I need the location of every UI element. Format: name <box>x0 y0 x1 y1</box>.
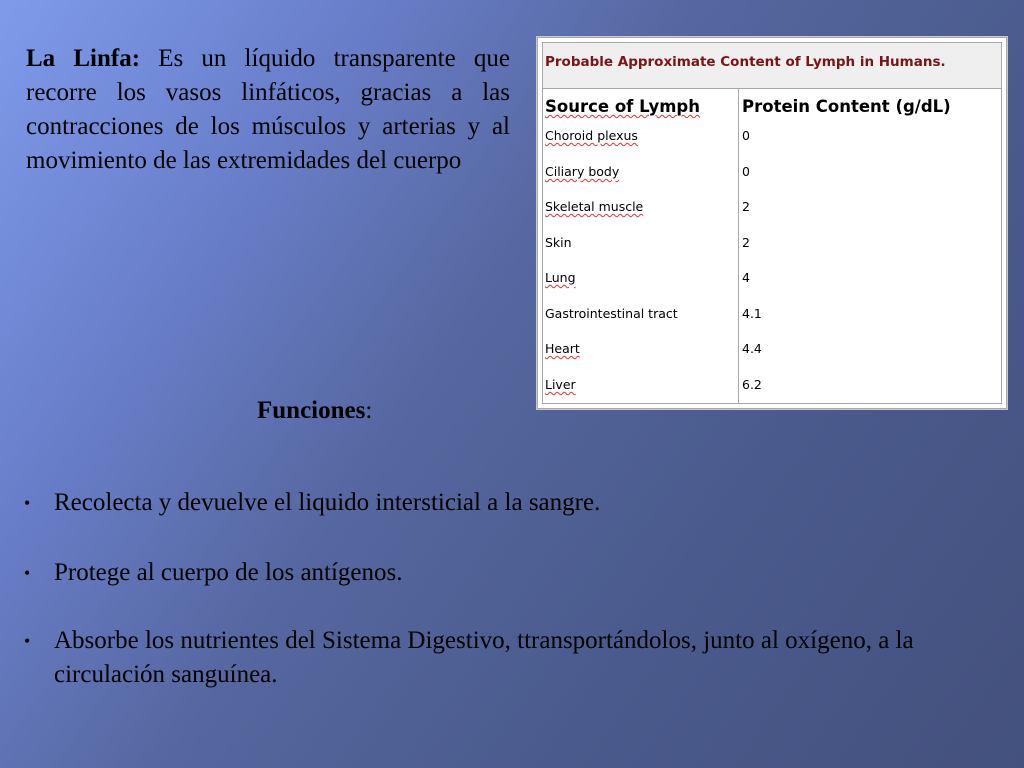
list-item-text: Protege al cuerpo de los antígenos. <box>54 559 403 586</box>
row-source: Ciliary body <box>545 164 620 179</box>
row-source: Heart <box>545 341 580 356</box>
lymph-protein-table <box>536 36 1008 410</box>
functions-heading <box>257 394 372 428</box>
row-value: 2 <box>742 199 750 214</box>
table-row <box>543 270 1001 290</box>
row-source: Gastrointestinal tract <box>545 306 678 321</box>
table-row <box>543 164 1001 184</box>
list-item <box>24 624 984 692</box>
row-value: 4 <box>742 270 750 285</box>
header-protein: Protein Content (g/dL) <box>742 97 951 116</box>
row-value: 0 <box>742 128 750 143</box>
table-frame <box>542 42 1002 404</box>
row-source: Skin <box>545 235 572 250</box>
row-source: Liver <box>545 377 576 392</box>
row-source: Choroid plexus <box>545 128 638 143</box>
intro-paragraph <box>26 42 510 178</box>
bullet-icon: • <box>24 493 31 513</box>
bullet-icon: • <box>24 631 31 651</box>
table-row <box>543 128 1001 148</box>
row-value: 6.2 <box>742 377 762 392</box>
row-value: 4.1 <box>742 306 762 321</box>
functions-heading-colon: : <box>365 397 373 424</box>
row-value: 4.4 <box>742 341 762 356</box>
table-row <box>543 377 1001 397</box>
intro-label: La Linfa: <box>26 45 141 72</box>
row-value: 0 <box>742 164 750 179</box>
row-source: Skeletal muscle <box>545 199 644 214</box>
row-value: 2 <box>742 235 750 250</box>
table-row <box>543 306 1001 326</box>
table-row <box>543 235 1001 255</box>
header-source: Source of Lymph <box>545 97 700 116</box>
list-item <box>24 556 403 590</box>
intro-text: Es un líquido transparente que recorre los vasos linfáticos, gracias a las contracciones de los músculos y arterias y al movimiento de las extremidades del cuerpo <box>26 45 510 174</box>
functions-heading-text: Funciones <box>257 397 366 424</box>
list-item <box>24 486 600 520</box>
table-row <box>543 341 1001 361</box>
bullet-icon: • <box>24 563 31 583</box>
list-item-text: Recolecta y devuelve el liquido intersticial a la sangre. <box>54 489 601 516</box>
list-item-text: Absorbe los nutrientes del Sistema Digestivo, ttransportándolos, junto al oxígeno, a la circulación sanguínea. <box>54 627 914 688</box>
table-row <box>543 199 1001 219</box>
table-title: Probable Approximate Content of Lymph in Humans. <box>543 43 1001 89</box>
row-source: Lung <box>545 270 576 285</box>
